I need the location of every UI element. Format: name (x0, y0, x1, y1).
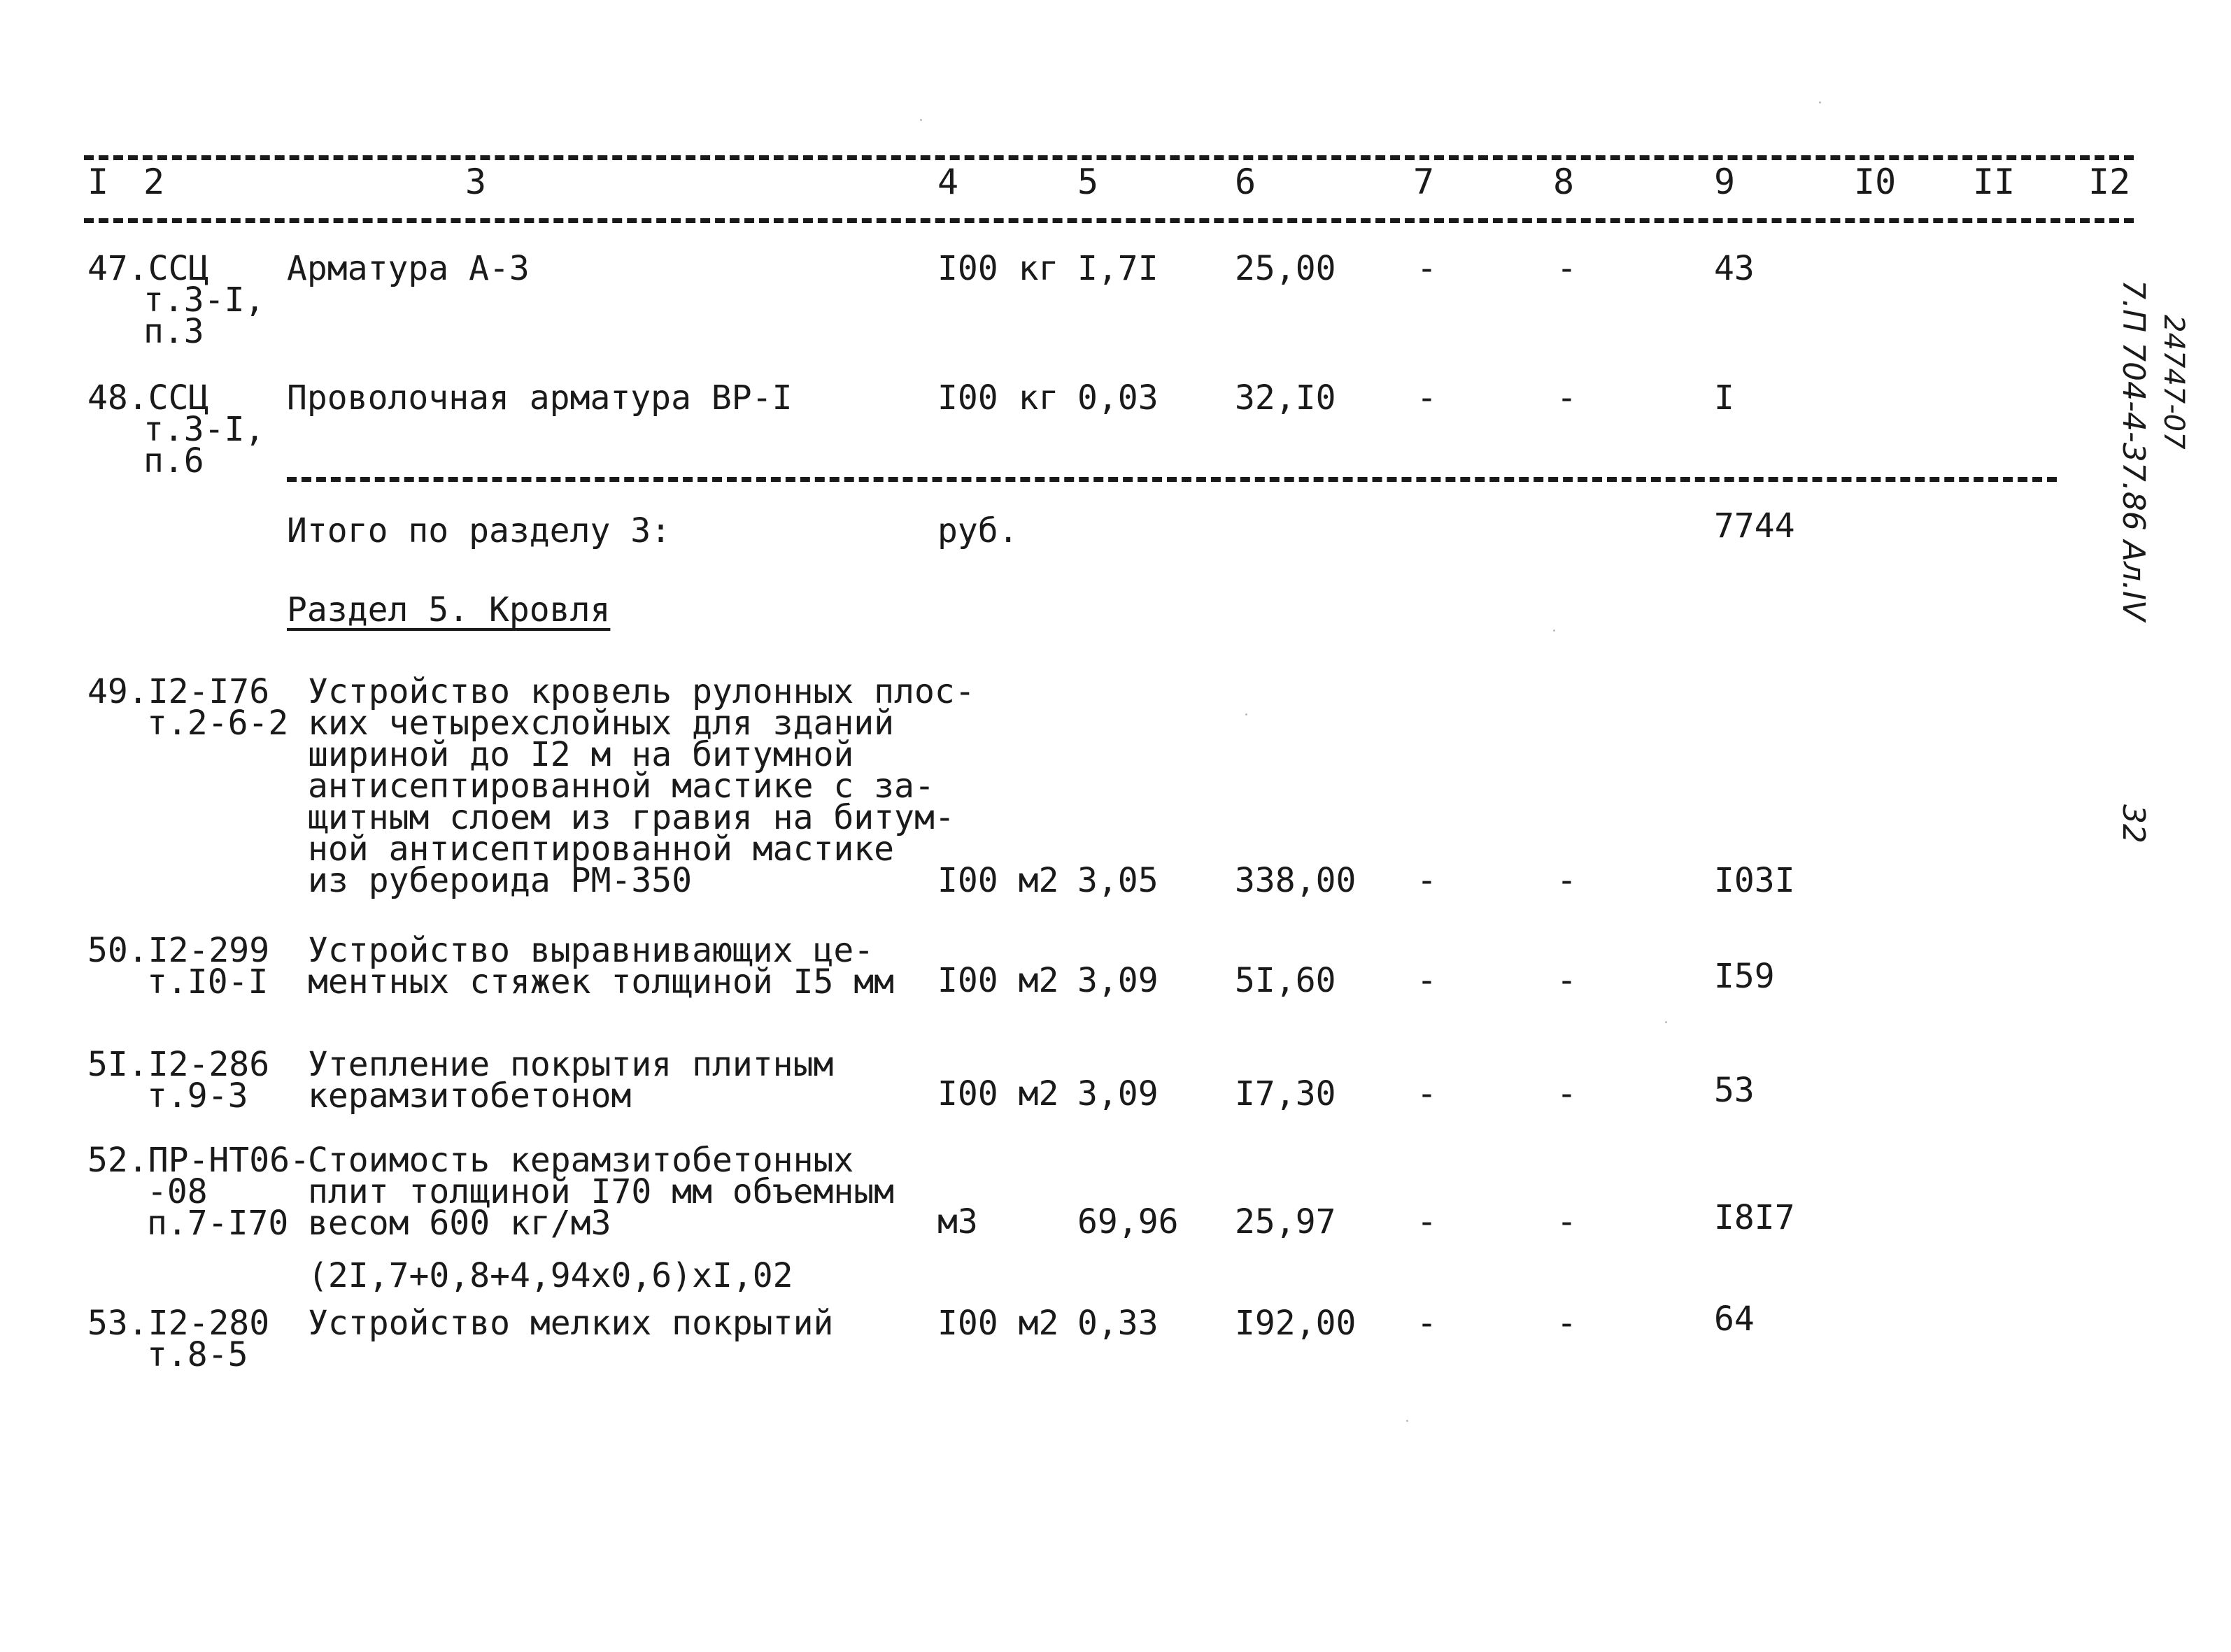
margin-doc-code: 7.П 704-4-37.86 Ал.IV (2116, 280, 2151, 622)
row48-code-line3: п.6 (143, 441, 204, 480)
col-header-1: I (87, 162, 109, 202)
row50-desc-line1: Устройство выравнивающих це- (308, 931, 874, 970)
row50-code-line1: 50.I2-299 (87, 931, 270, 970)
col-header-3: 3 (465, 162, 487, 202)
col-header-5: 5 (1077, 162, 1099, 202)
row49-qty: 3,05 (1077, 861, 1159, 900)
row48-total: I (1714, 378, 1734, 418)
col-header-11: II (1973, 162, 2016, 202)
row49-desc-line3: шириной до I2 м на битумной (308, 735, 854, 774)
col-header-8: 8 (1553, 162, 1575, 202)
col-header-7: 7 (1413, 162, 1435, 202)
row50-col7: - (1417, 961, 1437, 1000)
row49-col8: - (1557, 861, 1577, 900)
row50-total: I59 (1714, 957, 1775, 996)
row53-price: I92,00 (1235, 1304, 1357, 1343)
row48-unit: I00 кг (937, 378, 1059, 418)
row51-col8: - (1557, 1074, 1577, 1113)
row49-code-line1: 49.I2-I76 (87, 672, 270, 711)
row51-qty: 3,09 (1077, 1074, 1159, 1113)
row52-qty: 69,96 (1077, 1202, 1179, 1241)
col-header-9: 9 (1714, 162, 1736, 202)
row51-code-line2: т.9-3 (147, 1076, 248, 1116)
row49-desc-line4: антисептированной мастике с за- (308, 767, 935, 806)
row52-total: I8I7 (1714, 1198, 1795, 1237)
row52-code-line3: п.7-I70 (147, 1204, 289, 1243)
header-bottom-rule (84, 218, 2134, 223)
row50-desc-line2: ментных стяжек толщиной I5 мм (308, 962, 895, 1002)
row48-price: 32,I0 (1235, 378, 1336, 418)
row49-desc-line7: из рубероида РМ-350 (308, 861, 693, 900)
row48-code-line2: т.3-I, (143, 410, 265, 449)
margin-handwritten-number: 24747-07 (2158, 315, 2190, 450)
scan-speck (920, 119, 922, 121)
row47-qty: I,7I (1077, 249, 1159, 288)
subtotal-label: Итого по разделу 3: (287, 511, 672, 550)
row51-price: I7,30 (1235, 1074, 1336, 1113)
row53-code-line2: т.8-5 (147, 1335, 248, 1374)
row51-code-line1: 5I.I2-286 (87, 1045, 270, 1084)
row53-code-line1: 53.I2-280 (87, 1304, 270, 1343)
col-header-12: I2 (2088, 162, 2131, 202)
row50-code-line2: т.I0-I (147, 962, 269, 1002)
col-header-2: 2 (143, 162, 165, 202)
row52-desc-line2: плит толщиной I70 мм объемным (308, 1172, 895, 1211)
row47-code-line1: 47.ССЦ (87, 249, 209, 288)
row52-unit: м3 (937, 1202, 978, 1241)
section-title: Раздел 5. Кровля (287, 590, 611, 629)
row49-desc-line6: ной антисептированной мастике (308, 829, 895, 869)
row49-unit: I00 м2 (937, 861, 1059, 900)
header-top-rule (84, 155, 2134, 160)
row52-formula: (2I,7+0,8+4,94х0,6)хI,02 (308, 1256, 793, 1295)
row52-price: 25,97 (1235, 1202, 1336, 1241)
col-header-10: I0 (1854, 162, 1897, 202)
row53-col8: - (1557, 1304, 1577, 1343)
row51-total: 53 (1714, 1071, 1755, 1110)
row49-desc-line5: щитным слоем из гравия на битум- (308, 798, 955, 837)
row47-col8: - (1557, 249, 1577, 288)
scan-speck (1553, 629, 1555, 632)
col-header-6: 6 (1235, 162, 1256, 202)
subtotal-total: 7744 (1714, 506, 1795, 546)
row53-total: 64 (1714, 1299, 1755, 1339)
row52-code-line2: -08 (147, 1172, 208, 1211)
row49-desc-line1: Устройство кровель рулонных плос- (308, 672, 975, 711)
row52-desc-line3: весом 600 кг/м3 (308, 1204, 611, 1243)
row49-code-line2: т.2-6-2 (147, 704, 289, 743)
scan-speck (1819, 101, 1821, 104)
row47-total: 43 (1714, 249, 1755, 288)
subtotal-unit: руб. (937, 511, 1019, 550)
scan-speck (1665, 1021, 1667, 1023)
row48-qty: 0,03 (1077, 378, 1159, 418)
row53-unit: I00 м2 (937, 1304, 1059, 1343)
row51-desc-line1: Утепление покрытия плитным (308, 1045, 834, 1084)
row53-qty: 0,33 (1077, 1304, 1159, 1343)
row47-price: 25,00 (1235, 249, 1336, 288)
row49-price: 338,00 (1235, 861, 1357, 900)
row48-col8: - (1557, 378, 1577, 418)
row49-col7: - (1417, 861, 1437, 900)
row52-desc-line1: Стоимость керамзитобетонных (308, 1141, 854, 1180)
row48-desc: Проволочная арматура ВР-I (287, 378, 793, 418)
row50-col8: - (1557, 961, 1577, 1000)
row52-code-line1: 52.ПР-НТ06- (87, 1141, 310, 1180)
row49-total: I03I (1714, 861, 1795, 900)
row51-desc-line2: керамзитобетоном (308, 1076, 632, 1116)
row53-col7: - (1417, 1304, 1437, 1343)
scan-speck (1245, 713, 1247, 715)
scan-speck (1406, 1420, 1408, 1422)
row47-unit: I00 кг (937, 249, 1059, 288)
row49-desc-line2: ких четырехслойных для зданий (308, 704, 895, 743)
row51-unit: I00 м2 (937, 1074, 1059, 1113)
row50-unit: I00 м2 (937, 961, 1059, 1000)
row51-col7: - (1417, 1074, 1437, 1113)
margin-page-number: 32 (2116, 804, 2151, 843)
row47-col7: - (1417, 249, 1437, 288)
row52-col8: - (1557, 1202, 1577, 1241)
row47-code-line2: т.3-I, (143, 280, 265, 320)
row53-desc: Устройство мелких покрытий (308, 1304, 834, 1343)
row50-price: 5I,60 (1235, 961, 1336, 1000)
row47-code-line3: п.3 (143, 312, 204, 351)
row50-qty: 3,09 (1077, 961, 1159, 1000)
subtotal-rule (287, 477, 2057, 482)
row48-col7: - (1417, 378, 1437, 418)
col-header-4: 4 (937, 162, 959, 202)
row48-code-line1: 48.ССЦ (87, 378, 209, 418)
row47-desc: Арматура А-3 (287, 249, 530, 288)
row52-col7: - (1417, 1202, 1437, 1241)
